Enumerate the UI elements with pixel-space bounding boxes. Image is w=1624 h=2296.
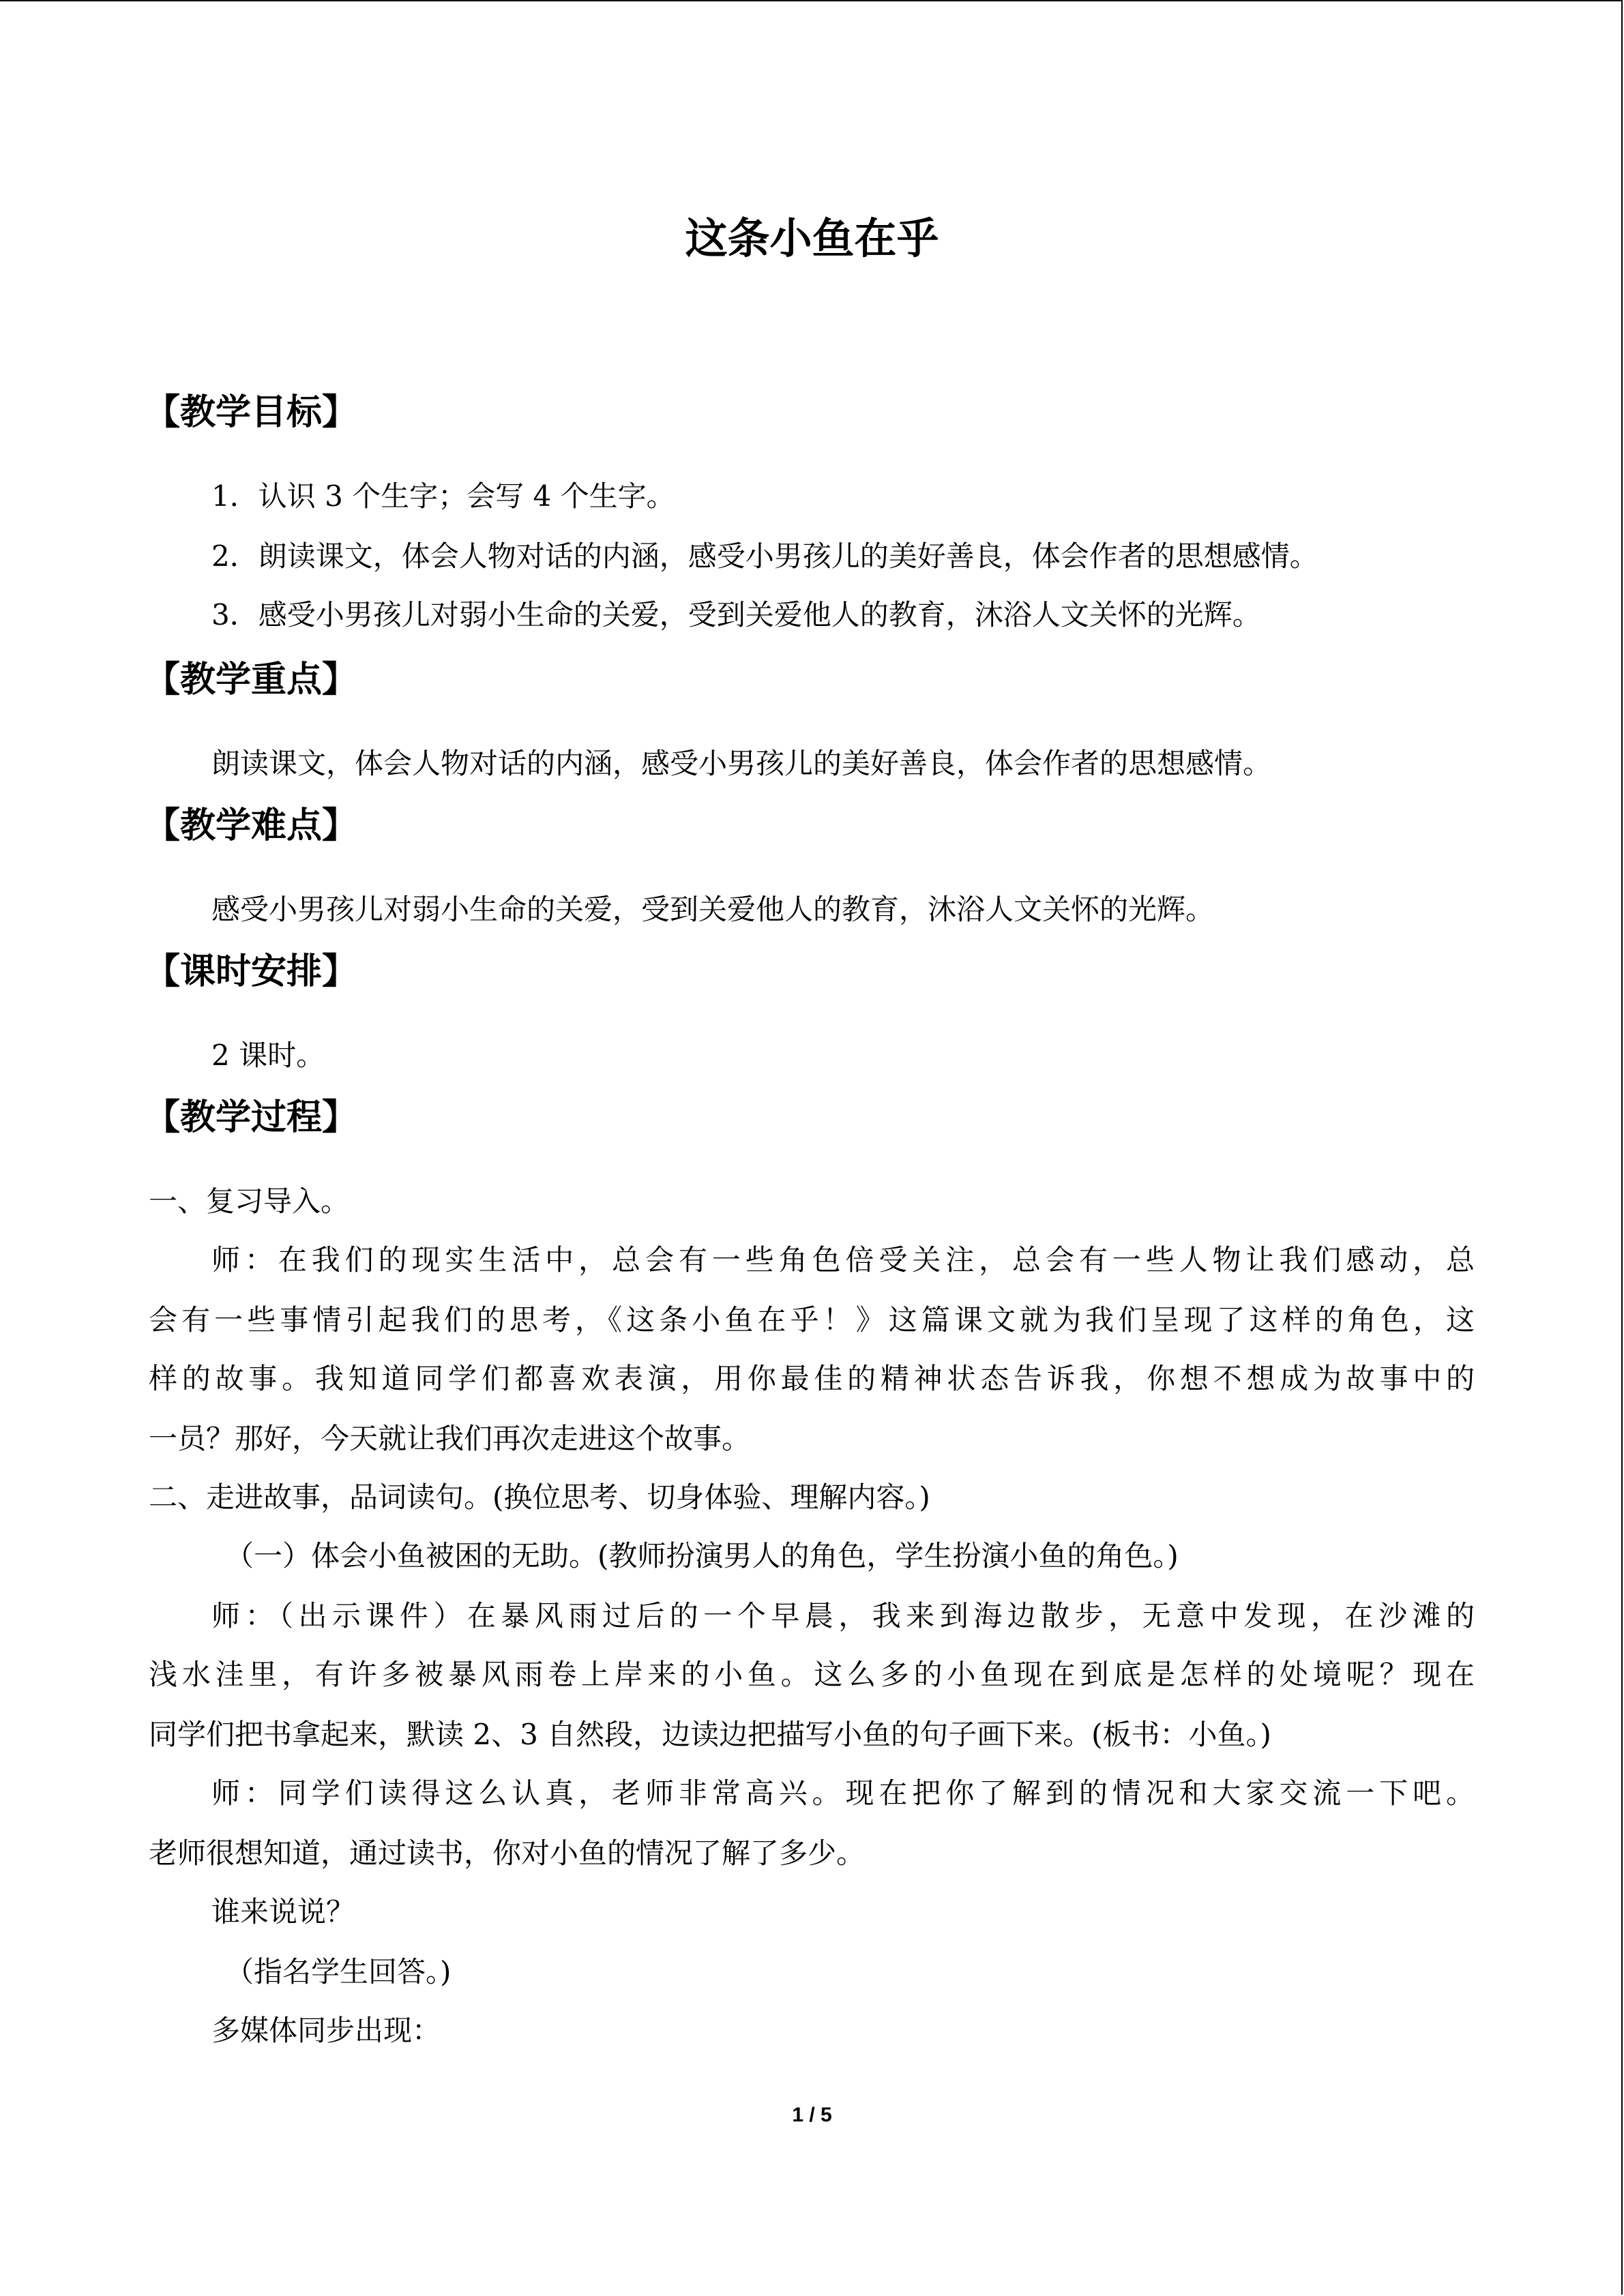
process-line: 一、复习导入。: [149, 1184, 350, 1218]
process-line: 师：同学们读得这么认真，老师非常高兴。现在把你了解到的情况和大家交流一下吧。: [211, 1776, 1475, 1810]
objective-item-3: 3．感受小男孩儿对弱小生命的关爱，受到关爱他人的教育，沐浴人文关怀的光辉。: [211, 598, 1261, 631]
difficulties-text: 感受小男孩儿对弱小生命的关爱，受到关爱他人的教育，沐浴人文关怀的光辉。: [211, 893, 1215, 926]
heading-process: 【教学过程】: [145, 1097, 358, 1138]
process-line: 多媒体同步出现：: [211, 2014, 441, 2047]
process-line: 同学们把书拿起来，默读 2、3 自然段，边读边把描写小鱼的句子画下来。(板书：小鱼。): [149, 1718, 1271, 1751]
process-line: 师：在我们的现实生活中，总会有一些角色倍受关注，总会有一些人物让我们感动，总: [211, 1243, 1475, 1277]
process-line: 谁来说说？: [211, 1895, 355, 1928]
heading-key-points: 【教学重点】: [145, 659, 358, 700]
process-line: （一）体会小鱼被困的无助。(教师扮演男人的角色，学生扮演小鱼的角色。): [225, 1539, 1179, 1572]
page-number: 1 / 5: [792, 2104, 832, 2126]
schedule-text: 2 课时。: [211, 1039, 325, 1072]
process-line: 师：（出示课件）在暴风雨过后的一个早晨，我来到海边散步，无意中发现，在沙滩的: [211, 1599, 1475, 1632]
objective-item-2: 2．朗读课文，体会人物对话的内涵，感受小男孩儿的美好善良，体会作者的思想感情。: [211, 539, 1318, 573]
process-line: 一员？那好，今天就让我们再次走进这个故事。: [149, 1422, 751, 1455]
heading-objectives: 【教学目标】: [145, 392, 358, 433]
heading-schedule: 【课时安排】: [145, 951, 358, 992]
process-line: 样的故事。我知道同学们都喜欢表演，用你最佳的精神状态告诉我，你想不想成为故事中的: [149, 1362, 1475, 1395]
process-line: 二、走进故事，品词读句。(换位思考、切身体验、理解内容。): [149, 1480, 930, 1514]
process-line: 浅水洼里，有许多被暴风雨卷上岸来的小鱼。这么多的小鱼现在到底是怎样的处境呢？现在: [149, 1658, 1475, 1691]
heading-difficulties: 【教学难点】: [145, 805, 358, 846]
page-title: 这条小鱼在乎: [685, 213, 939, 263]
objective-item-1: 1．认识 3 个生字；会写 4 个生字。: [211, 479, 675, 513]
key-points-text: 朗读课文，体会人物对话的内涵，感受小男孩儿的美好善良，体会作者的思想感情。: [211, 747, 1272, 780]
process-line: 会有一些事情引起我们的思考，《这条小鱼在乎！》这篇课文就为我们呈现了这样的角色，这: [149, 1303, 1475, 1337]
process-line: 老师很想知道，通过读书，你对小鱼的情况了解了多少。: [149, 1836, 866, 1870]
process-line: （指名学生回答。): [225, 1955, 452, 1988]
